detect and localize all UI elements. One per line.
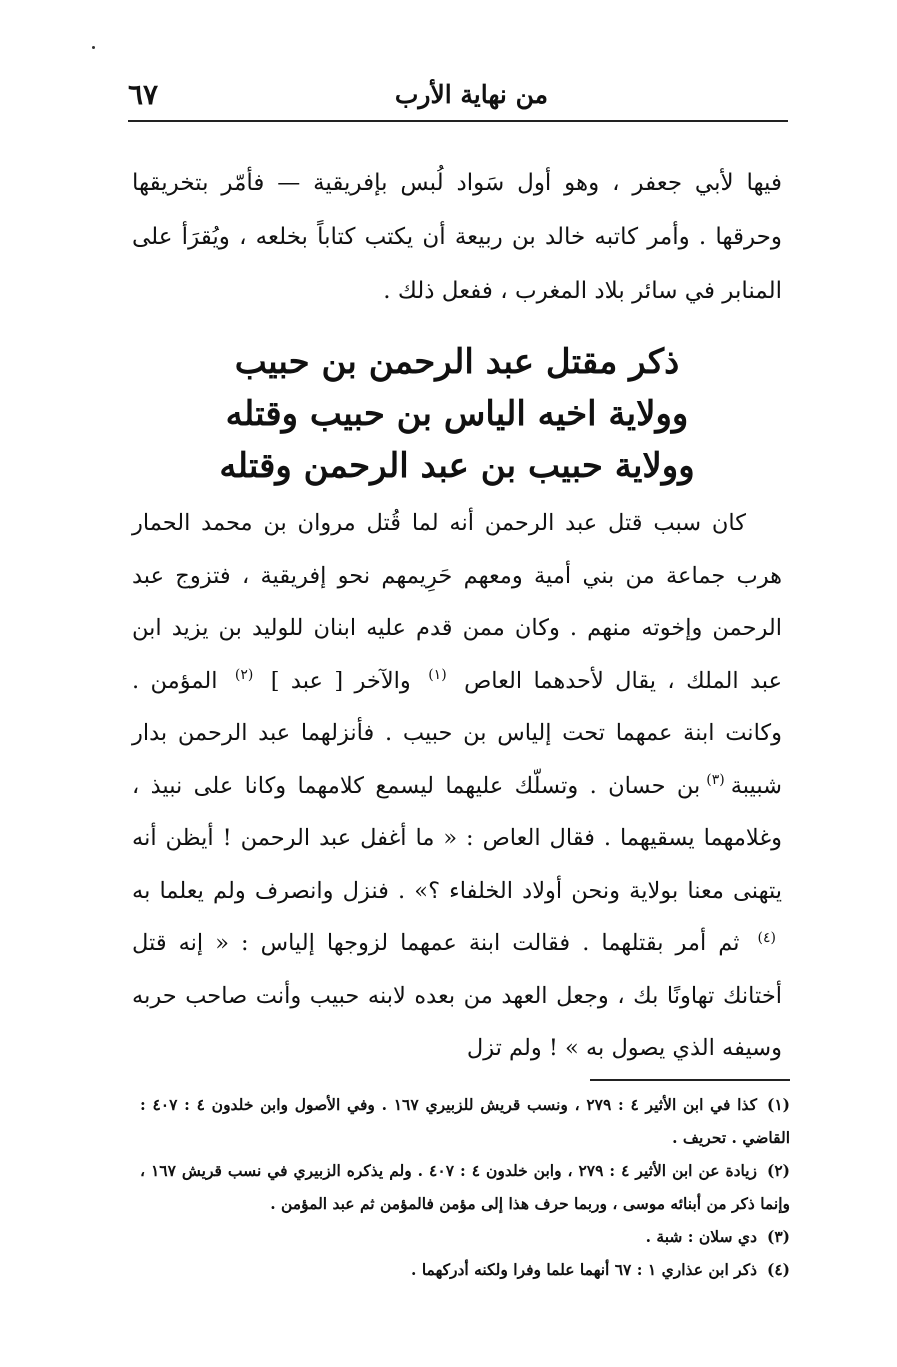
footnote-2 <box>140 1154 790 1220</box>
scan-speck <box>92 46 95 49</box>
footnote-ref-4: (٤) <box>757 929 776 946</box>
main-text <box>132 497 782 1075</box>
running-header <box>128 76 788 122</box>
footnotes <box>140 1088 790 1286</box>
footnote-1 <box>140 1088 790 1154</box>
section-heading-line-2: وولاية اخيه الياس بن حبيب وقتله <box>225 394 689 434</box>
text-segment: المؤمن . وكانت ابنة عمهما تحت إلياس بن حبيب . فأنزلهما عبد الرحمن بدار شبيبة <box>132 667 782 799</box>
footnote-ref-1: (١) <box>428 667 447 683</box>
footnote-text: زيادة عن ابن الأثير ٤ : ٢٧٩ ، وابن خلدون ٤ : ٤٠٧ . ولم يذكره الزبيري في نسب قريش ١٦٧ ، وإنما ذكر من أبنائه موسى ، وربما حرف هذا إلى مؤمن فالمؤمن ثم عبد المؤمن . <box>140 1161 790 1213</box>
main-paragraph <box>132 497 782 1075</box>
footnote-3 <box>140 1220 790 1253</box>
footnote-ref-3: (٣) <box>706 772 725 788</box>
footnote-ref-2: (٢) <box>234 667 254 683</box>
footnote-number: (٢) <box>767 1161 791 1180</box>
text-segment: والآخر [ عبد ] <box>270 667 411 694</box>
section-heading <box>132 336 782 492</box>
footnote-number: (٣) <box>766 1227 790 1246</box>
footnote-text: ذكر ابن عذاري ١ : ٦٧ أنهما علما وفرا ولكنه أدركهما . <box>411 1260 757 1279</box>
intro-paragraph: فيها لأبي جعفر ، وهو أول سَواد لُبس بإفريقية — فأمّر بتخريقها وحرقها . وأمر كاتبه خالد بن ربيعة أن يكتب كتاباً بخلعه ، ويُقرَأ على المنابر في سائر بلاد المغرب ، ففعل ذلك . <box>132 170 782 304</box>
footnote-4 <box>140 1253 790 1286</box>
section-heading-line-1: ذكر مقتل عبد الرحمن بن حبيب <box>234 342 680 382</box>
text-segment: بن حسان . وتسلّك عليهما ليسمع كلامهما وكانا على نبيذ ، وغلامهما يسقيهما . فقال العاص : « ما أغفل عبد الرحمن ! أيظن أنه يتهنى معنا بولاية ونحن أولاد الخلفاء ؟» . فنزل وانصرف ولم يعلما به <box>132 772 782 904</box>
running-title: من نهاية الأرب <box>394 80 548 109</box>
footnote-divider <box>590 1079 790 1081</box>
section-heading-line-3: وولاية حبيب بن عبد الرحمن وقتله <box>219 446 695 486</box>
text-segment: كان سبب قتل عبد الرحمن أنه لما قُتل مروان بن محمد الحمار هرب جماعة من بني أمية ومعهم حَرِيمهم نحو إفريقية ، فتزوج عبد الرحمن وإخوته منهم . وكان ممن قدم عليه ابنان للوليد بن يزيد ابن عبد الملك ، يقال لأحدهما العاص <box>132 510 783 694</box>
footnote-number: (٤) <box>766 1260 790 1279</box>
footnote-number: (١) <box>767 1095 791 1114</box>
footnote-text: كذا في ابن الأثير ٤ : ٢٧٩ ، ونسب قريش للزبيري ١٦٧ . وفي الأصول وابن خلدون ٤ : ٤٠٧ : القاضي . تحريف . <box>140 1095 790 1147</box>
page-number: ٦٧ <box>128 78 159 111</box>
text-segment: ثم أمر بقتلهما . فقالت ابنة عمهما لزوجها إلياس : « إنه قتل أختانك تهاونًا بك ، وجعل العهد من بعده لابنه حبيب وأنت صاحب حربه وسيفه الذي يصول به » ! ولم تزل <box>132 930 782 1061</box>
footnote-text: دي سلان : شبة . <box>645 1227 757 1246</box>
